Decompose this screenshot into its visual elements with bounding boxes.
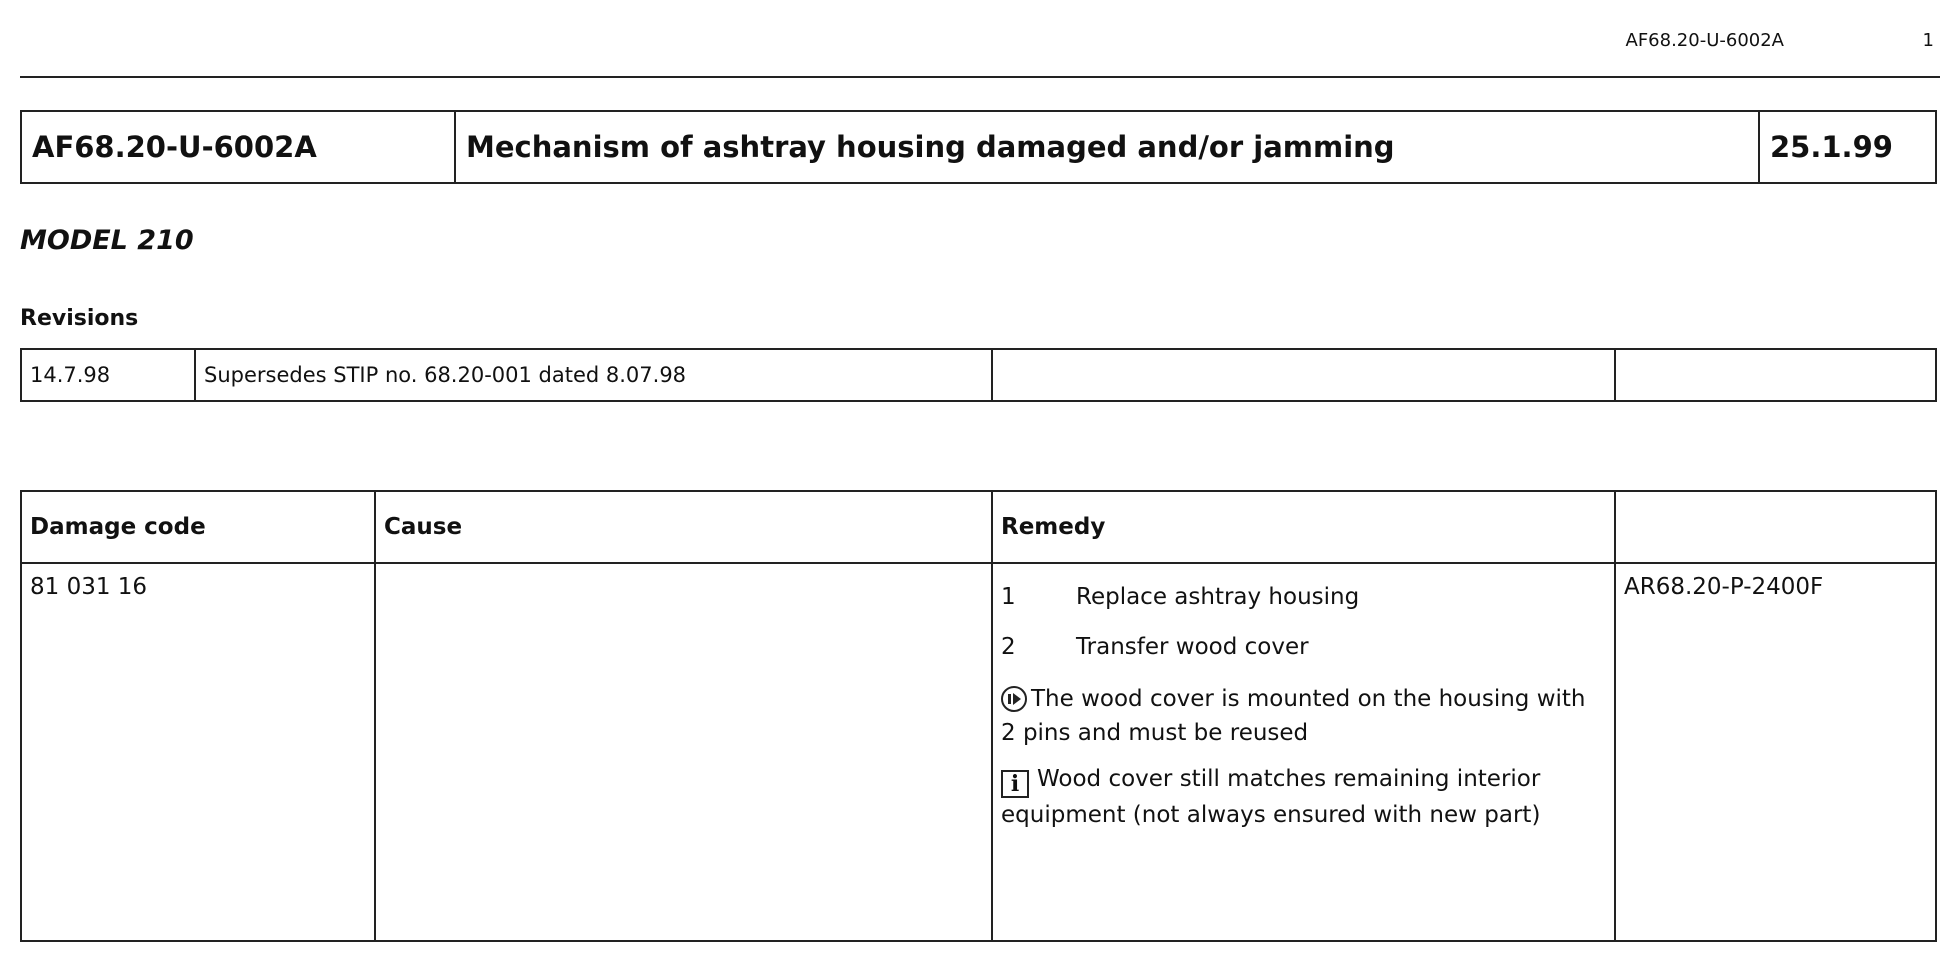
note-text: The wood cover is mounted on the housing with 2 pins and must be reused [1001,686,1586,746]
revisions-table [20,348,1937,402]
title-table [20,110,1937,184]
cause-cell [375,563,992,941]
step-text: Replace ashtray housing [1076,584,1360,610]
revision-col4 [1615,349,1936,401]
reference-cell: AR68.20-P-2400F [1615,563,1936,941]
step-number: 2 [1001,634,1016,660]
arrow-circle-note-icon [1001,686,1027,712]
title-description: Mechanism of ashtray housing damaged and/or jamming [455,111,1759,183]
damage-table [20,490,1937,942]
revision-col3 [992,349,1615,401]
revisions-label: Revisions [20,306,139,331]
title-code: AF68.20-U-6002A [21,111,455,183]
header-rule [20,76,1940,78]
header-damage-code: Damage code [21,491,375,563]
step-number: 1 [1001,584,1016,610]
info-text: Wood cover still matches remaining interior equipment (not always ensured with new part) [1001,766,1541,828]
revision-date: 14.7.98 [21,349,195,401]
table-row [21,563,1936,941]
model-heading: MODEL 210 [20,225,194,256]
remedy-step [1001,632,1606,662]
remedy-note [1001,682,1606,750]
remedy-step [1001,582,1606,612]
info-i-icon: i [1001,770,1029,798]
damage-table-header [21,491,1936,563]
header-reference [1615,491,1936,563]
header-doc-number: AF68.20-U-6002A [1625,30,1784,51]
remedy-cell [992,563,1615,941]
remedy-info [1001,762,1606,832]
revision-text: Supersedes STIP no. 68.20-001 dated 8.07.98 [195,349,992,401]
header-remedy: Remedy [992,491,1615,563]
header-cause: Cause [375,491,992,563]
title-date: 25.1.99 [1759,111,1936,183]
step-text: Transfer wood cover [1076,634,1309,660]
revision-row [21,349,1936,401]
header-page-number: 1 [1922,30,1934,51]
damage-code-cell: 81 031 16 [21,563,375,941]
